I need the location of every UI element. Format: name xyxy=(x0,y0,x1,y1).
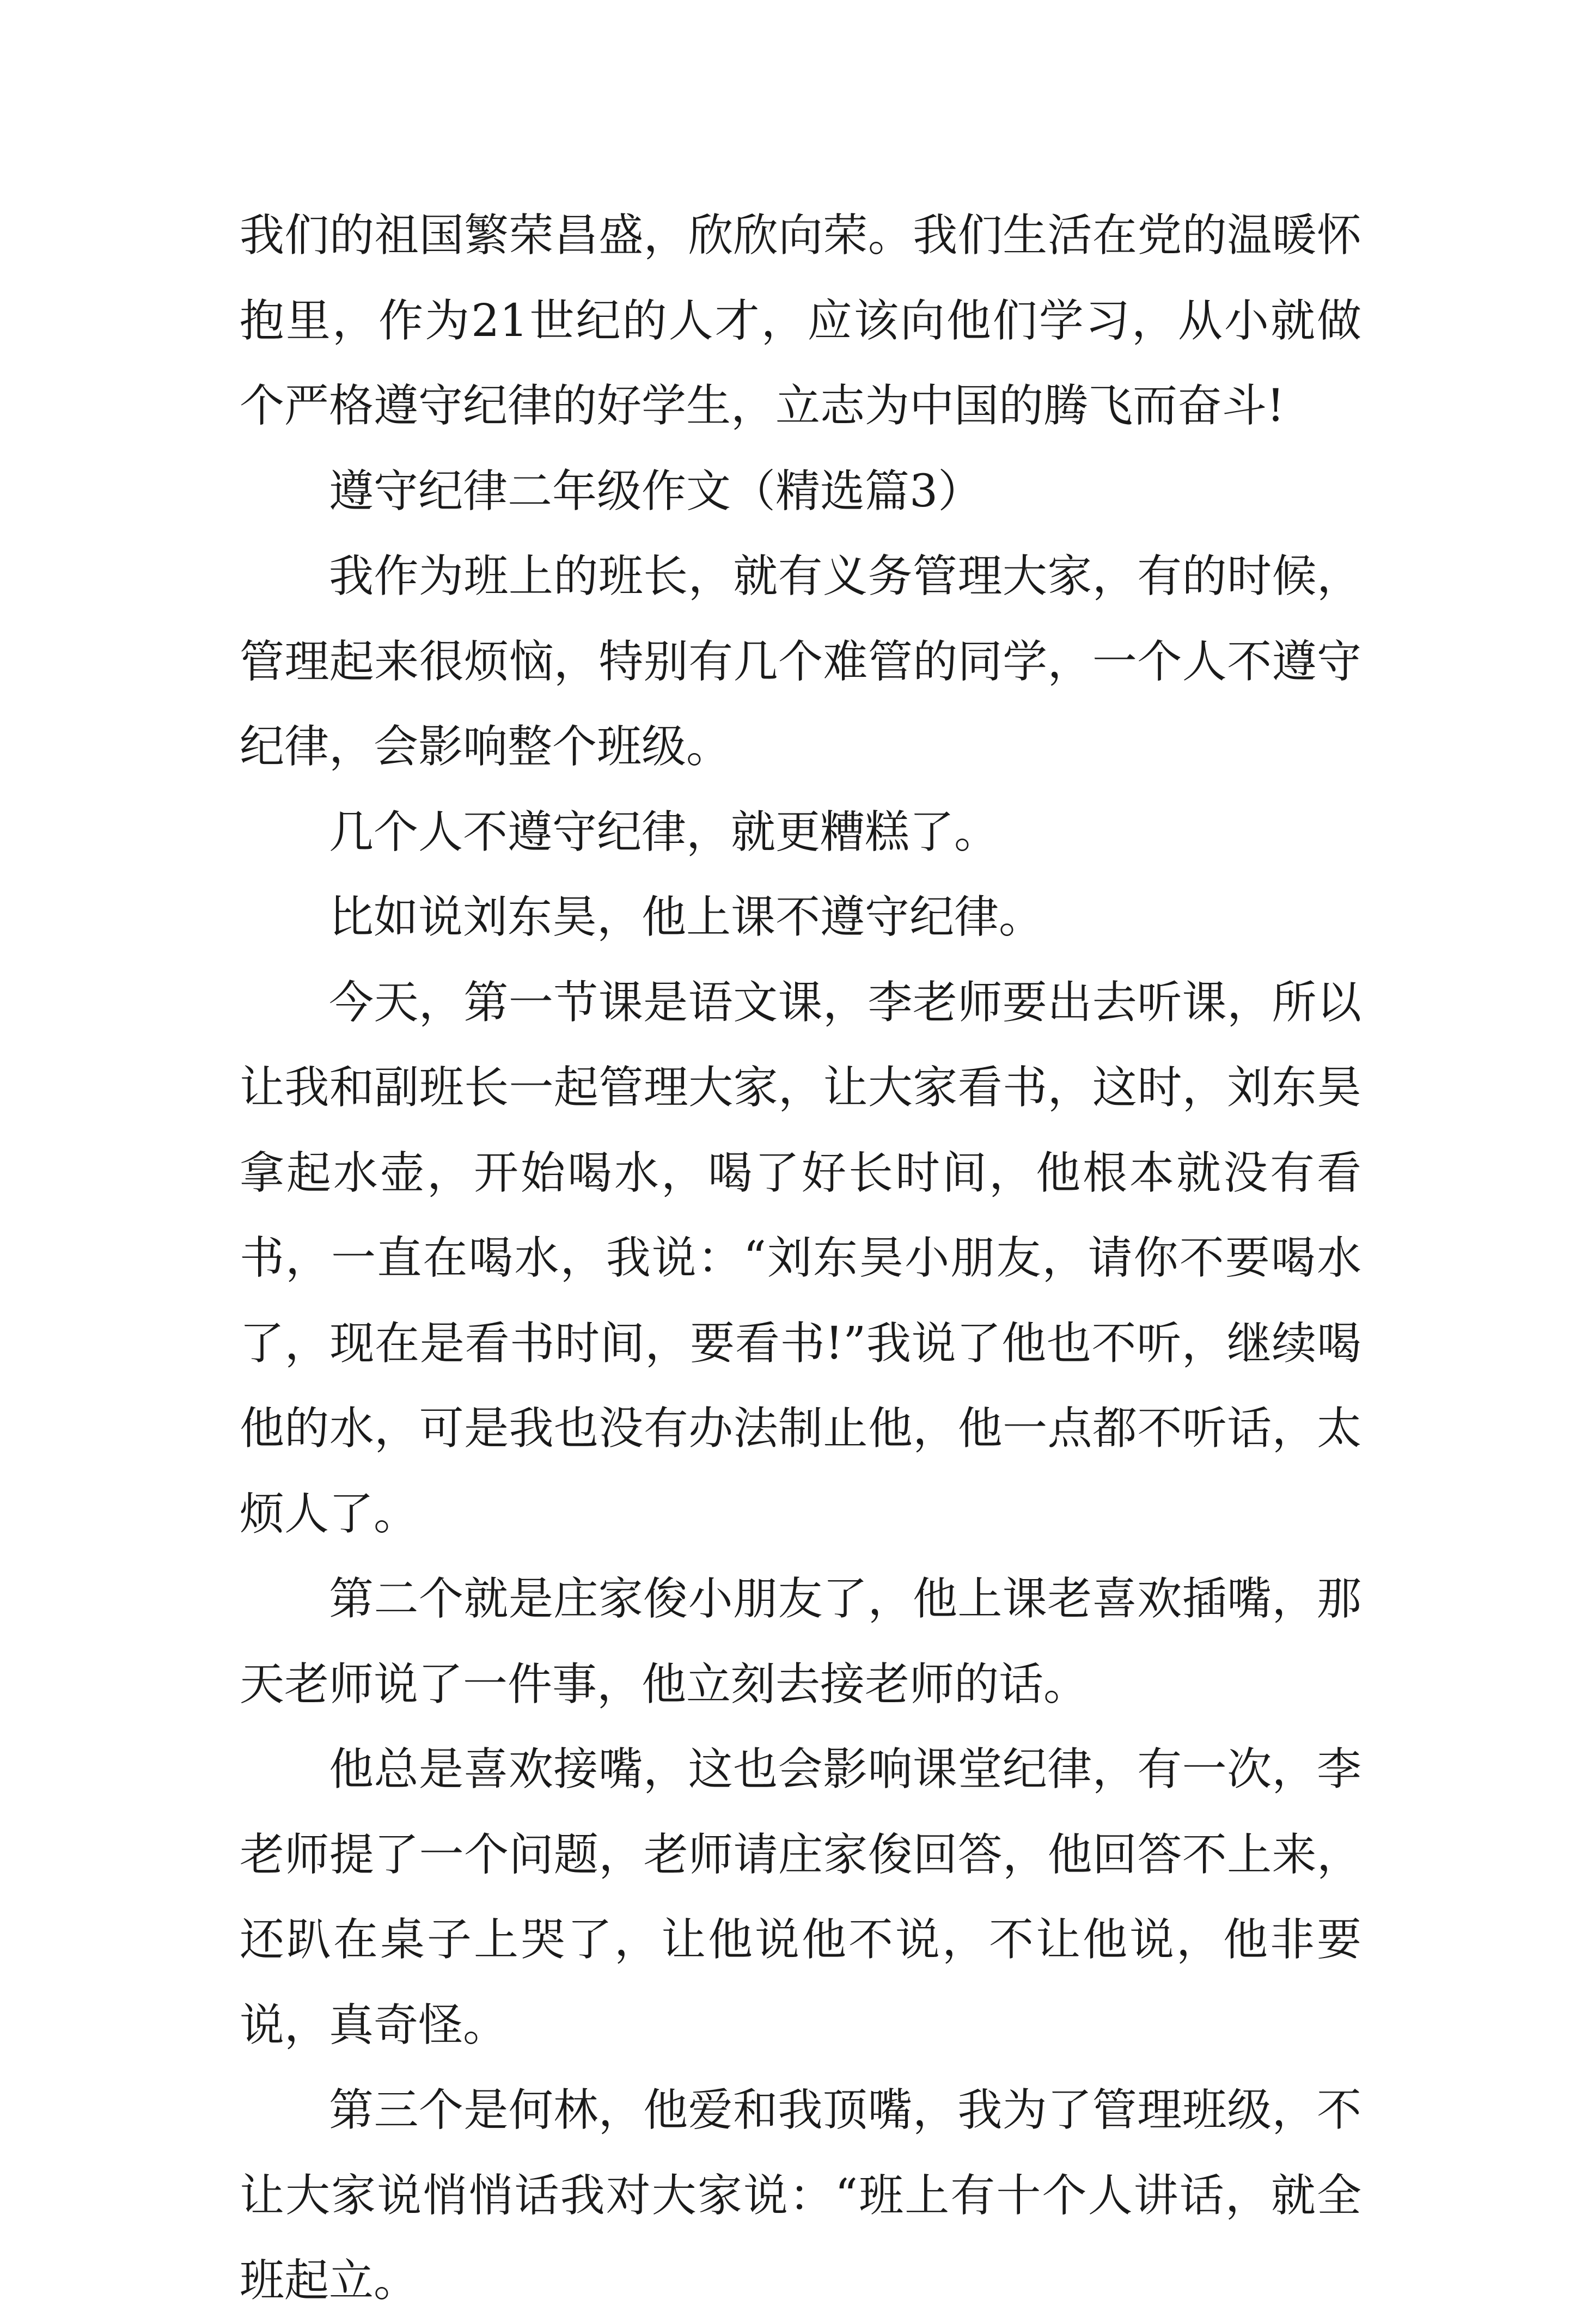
paragraph: 第三个是何林，他爱和我顶嘴，我为了管理班级，不让大家说悄悄话我对大家说：“班上有十个人讲话，就全班起立。 xyxy=(240,2084,1361,2307)
document-body xyxy=(240,193,1361,2324)
paragraph: 比如说刘东昊，他上课不遵守纪律。 xyxy=(329,891,1044,943)
paragraph: 第二个就是庄家俊小朋友了，他上课老喜欢插嘴，那天老师说了一件事，他立刻去接老师的话。 xyxy=(240,1573,1361,1710)
paragraph-continued: 我们的祖国繁荣昌盛，欣欣向荣。我们生活在党的温暖怀抱里，作为21世纪的人才，应该向他们学习，从小就做个严格遵守纪律的好学生，立志为中国的腾飞而奋斗! xyxy=(240,210,1361,432)
paragraph: 今天，第一节课是语文课，李老师要出去听课，所以让我和副班长一起管理大家，让大家看书，这时，刘东昊拿起水壶，开始喝水，喝了好长时间，他根本就没有看书，一直在喝水，我说：“刘东昊小朋友，请你不要喝水了，现在是看书时间，要看书!”我说了他也不听，继续喝他的水，可是我也没有办法制止他，他一点都不听话，太烦人了。 xyxy=(240,976,1361,1540)
paragraph: 几个人不遵守纪律，就更糟糕了。 xyxy=(329,806,999,858)
section-heading: 遵守纪律二年级作文（精选篇3） xyxy=(329,465,983,517)
paragraph: 他总是喜欢接嘴，这也会影响课堂纪律，有一次，李老师提了一个问题，老师请庄家俊回答，他回答不上来，还趴在桌子上哭了，让他说他不说，不让他说，他非要说，真奇怪。 xyxy=(240,1744,1361,2051)
paragraph: 我作为班上的班长，就有义务管理大家，有的时候，管理起来很烦恼，特别有几个难管的同学，一个人不遵守纪律，会影响整个班级。 xyxy=(240,551,1361,773)
